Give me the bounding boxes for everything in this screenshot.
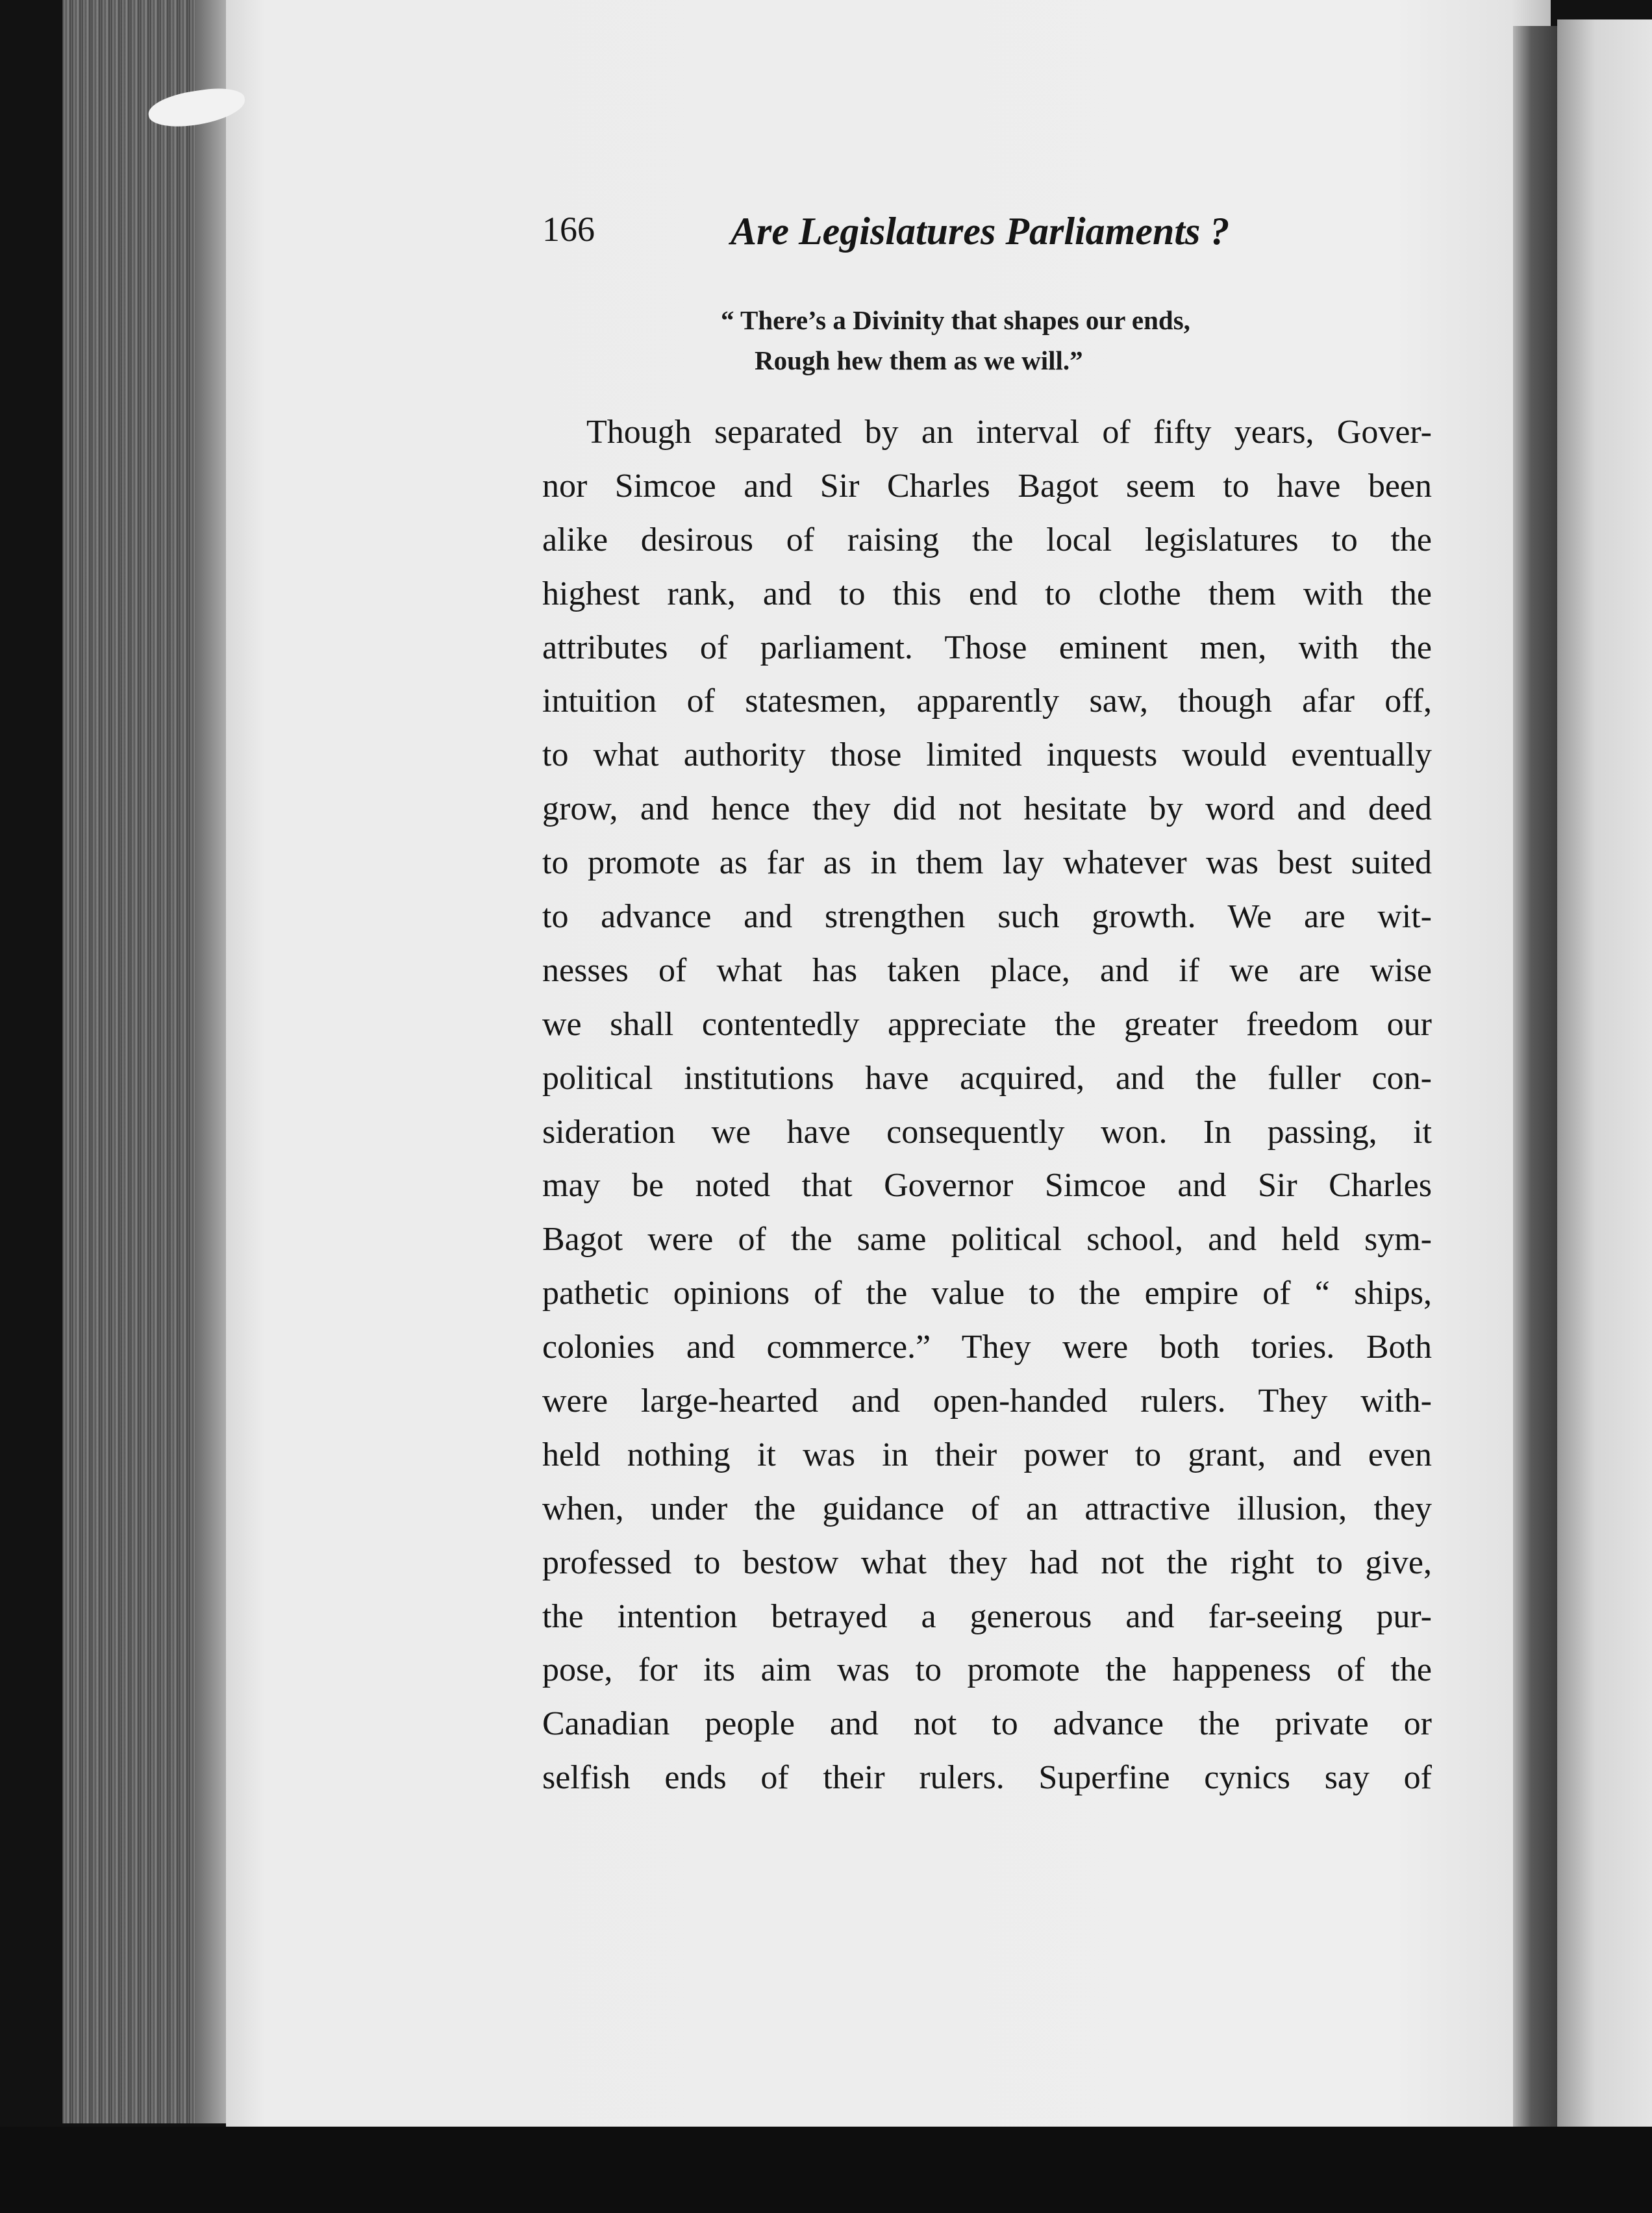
text-line: highest rank, and to this end to clothe them with the	[542, 575, 1432, 612]
text-line: nesses of what has taken place, and if we are wise	[542, 951, 1432, 989]
body-paragraph	[542, 406, 1432, 1805]
text-line: to promote as far as in them lay whatever was best suited	[542, 844, 1432, 882]
book-gutter	[1513, 26, 1558, 2127]
text-line: were large-hearted and open-handed rulers. They with-	[542, 1382, 1432, 1420]
text-line: political institutions have acquired, and the fuller con-	[542, 1059, 1432, 1097]
text-line: professed to bestow what they had not the right to give,	[542, 1544, 1432, 1581]
text-line: may be noted that Governor Simcoe and Sir Charles	[542, 1167, 1432, 1205]
text-line: grow, and hence they did not hesitate by word and deed	[542, 790, 1432, 828]
text-line: held nothing it was in their power to grant, and even	[542, 1436, 1432, 1473]
scan-bottom-border	[0, 2127, 1652, 2213]
text-line: the intention betrayed a generous and far-seeing pur-	[542, 1597, 1432, 1635]
text-line: colonies and commerce.” They were both tories. Both	[542, 1329, 1432, 1366]
text-line: to what authority those limited inquests would eventually	[542, 736, 1432, 774]
text-line: attributes of parliament. Those eminent men, with the	[542, 629, 1432, 666]
epigraph-line: “ There’s a Divinity that shapes our ends,	[721, 305, 1190, 335]
text-line: selfish ends of their rulers. Superfine cynics say of	[542, 1759, 1432, 1797]
epigraph	[721, 300, 1190, 381]
text-line: nor Simcoe and Sir Charles Bagot seem to have been	[542, 467, 1432, 505]
text-line: intuition of statesmen, apparently saw, though afar off,	[542, 682, 1432, 720]
facing-page-edge	[1557, 19, 1652, 2130]
page-header	[542, 209, 1438, 268]
text-line: Bagot were of the same political school, and held sym-	[542, 1221, 1432, 1258]
running-head: Are Legislatures Parliaments ?	[731, 210, 1230, 253]
text-line: to advance and strengthen such growth. We are wit-	[542, 898, 1432, 936]
text-line: pose, for its aim was to promote the happeness of the	[542, 1651, 1432, 1689]
text-line: we shall contentedly appreciate the greater freedom our	[542, 1005, 1432, 1043]
text-line: sideration we have consequently won. In passing, it	[542, 1113, 1432, 1151]
text-line: alike desirous of raising the local legislatures to the	[542, 521, 1432, 558]
text-line: Canadian people and not to advance the private or	[542, 1705, 1432, 1743]
text-line: pathetic opinions of the value to the empire of “ ships,	[542, 1275, 1432, 1312]
text-line: Though separated by an interval of fifty years, Gover-	[586, 414, 1432, 451]
epigraph-line: Rough hew them as we will.”	[755, 345, 1083, 375]
page-number: 166	[542, 210, 595, 249]
text-line: when, under the guidance of an attractive illusion, they	[542, 1490, 1432, 1527]
